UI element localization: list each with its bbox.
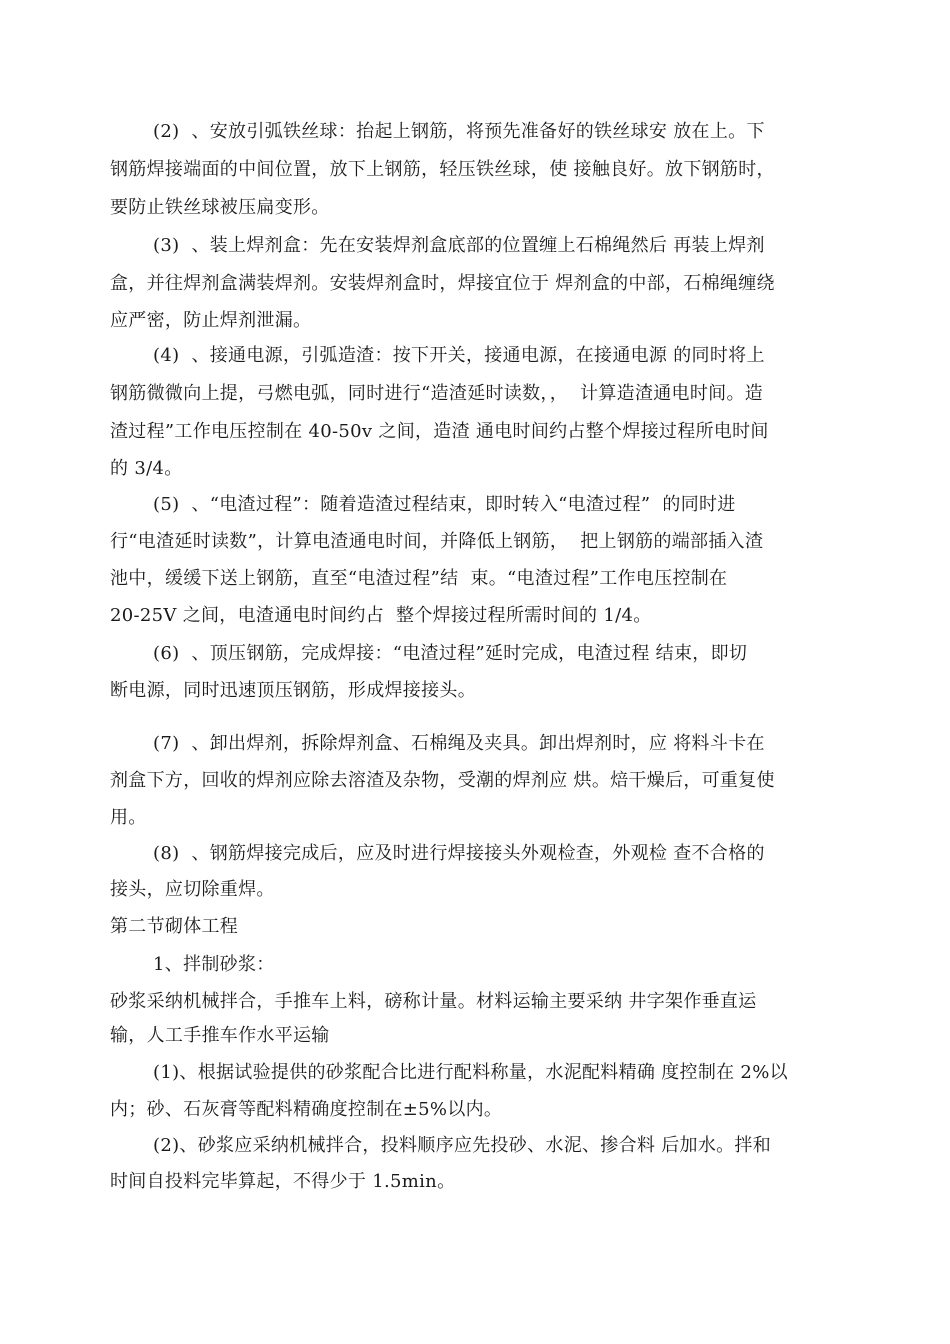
- paragraph-7-line-2: 剂盒下方，回收的焊剂应除去溶渣及杂物，受潮的焊剂应 烘。焙干燥后，可重复使: [110, 770, 775, 791]
- paragraph-4-line-4: 的 3/4。: [110, 458, 183, 479]
- mortar-item-2-line-2: 时间自投料完毕算起，不得少于 1.5min。: [110, 1171, 456, 1192]
- paragraph-2-line-3: 要防止铁丝球被压扁变形。: [110, 197, 330, 218]
- paragraph-8-line-2: 接头，应切除重焊。: [110, 879, 275, 900]
- mortar-intro-line-2: 输，人工手推车作水平运输: [110, 1025, 330, 1046]
- paragraph-4-line-3: 渣过程”工作电压控制在 40-50v 之间，造渣 通电时间约占整个焊接过程所电时间: [110, 421, 769, 442]
- paragraph-2-line-2: 钢筋焊接端面的中间位置，放下上钢筋，轻压铁丝球，使 接触良好。放下钢筋时，: [110, 159, 775, 180]
- paragraph-2-line-1: (2) 、安放引弧铁丝球：抬起上钢筋，将预先准备好的铁丝球安 放在上。下: [153, 121, 765, 142]
- subsection-heading: 1、拌制砂浆：: [153, 954, 275, 975]
- paragraph-7-line-3: 用。: [110, 807, 147, 828]
- paragraph-3-line-1: (3) 、装上焊剂盒：先在安装焊剂盒底部的位置缠上石棉绳然后 再装上焊剂: [153, 235, 765, 256]
- paragraph-8-line-1: (8) 、钢筋焊接完成后，应及时进行焊接接头外观检查，外观检 查不合格的: [153, 843, 765, 864]
- section-heading: 第二节砌体工程: [110, 916, 239, 937]
- mortar-intro-line-1: 砂浆采纳机械拌合，手推车上料，磅称计量。材料运输主要采纳 井字架作垂直运: [110, 991, 757, 1012]
- paragraph-5-line-1: (5) 、“电渣过程”：随着造渣过程结束，即时转入“电渣过程” 的同时进: [153, 494, 736, 515]
- paragraph-5-line-3: 池中，缓缓下送上钢筋，直至“电渣过程”结 束。“电渣过程”工作电压控制在: [110, 568, 728, 589]
- mortar-item-2-line-1: (2)、砂浆应采纳机械拌合，投料顺序应先投砂、水泥、掺合料 后加水。拌和: [153, 1135, 772, 1156]
- paragraph-4-line-1: (4) 、接通电源，引弧造渣：按下开关，接通电源，在接通电源 的同时将上: [153, 345, 765, 366]
- paragraph-5-line-4: 20-25V 之间，电渣通电时间约占 整个焊接过程所需时间的 1/4。: [110, 605, 652, 626]
- paragraph-6-line-1: (6) 、顶压钢筋，完成焊接：“电渣过程”延时完成，电渣过程 结束，即切: [153, 643, 748, 664]
- paragraph-3-line-2: 盒，并往焊剂盒满装焊剂。安装焊剂盒时，焊接宜位于 焊剂盒的中部，石棉绳缠绕: [110, 273, 775, 294]
- mortar-item-1-line-2: 内；砂、石灰膏等配料精确度控制在±5%以内。: [110, 1099, 503, 1120]
- paragraph-4-line-2: 钢筋微微向上提，弓燃电弧，同时进行“造渣延时读数，， 计算造渣通电时间。造: [110, 383, 764, 404]
- paragraph-7-line-1: (7) 、卸出焊剂，拆除焊剂盒、石棉绳及夹具。卸出焊剂时，应 将料斗卡在: [153, 733, 765, 754]
- mortar-item-1-line-1: (1)、根据试验提供的砂浆配合比进行配料称量，水泥配料精确 度控制在 2%以: [153, 1062, 788, 1083]
- paragraph-6-line-2: 断电源，同时迅速顶压钢筋，形成焊接接头。: [110, 680, 476, 701]
- paragraph-5-line-2: 行“电渣延时读数”，计算电渣通电时间，并降低上钢筋， 把上钢筋的端部插入渣: [110, 531, 764, 552]
- paragraph-3-line-3: 应严密，防止焊剂泄漏。: [110, 310, 312, 331]
